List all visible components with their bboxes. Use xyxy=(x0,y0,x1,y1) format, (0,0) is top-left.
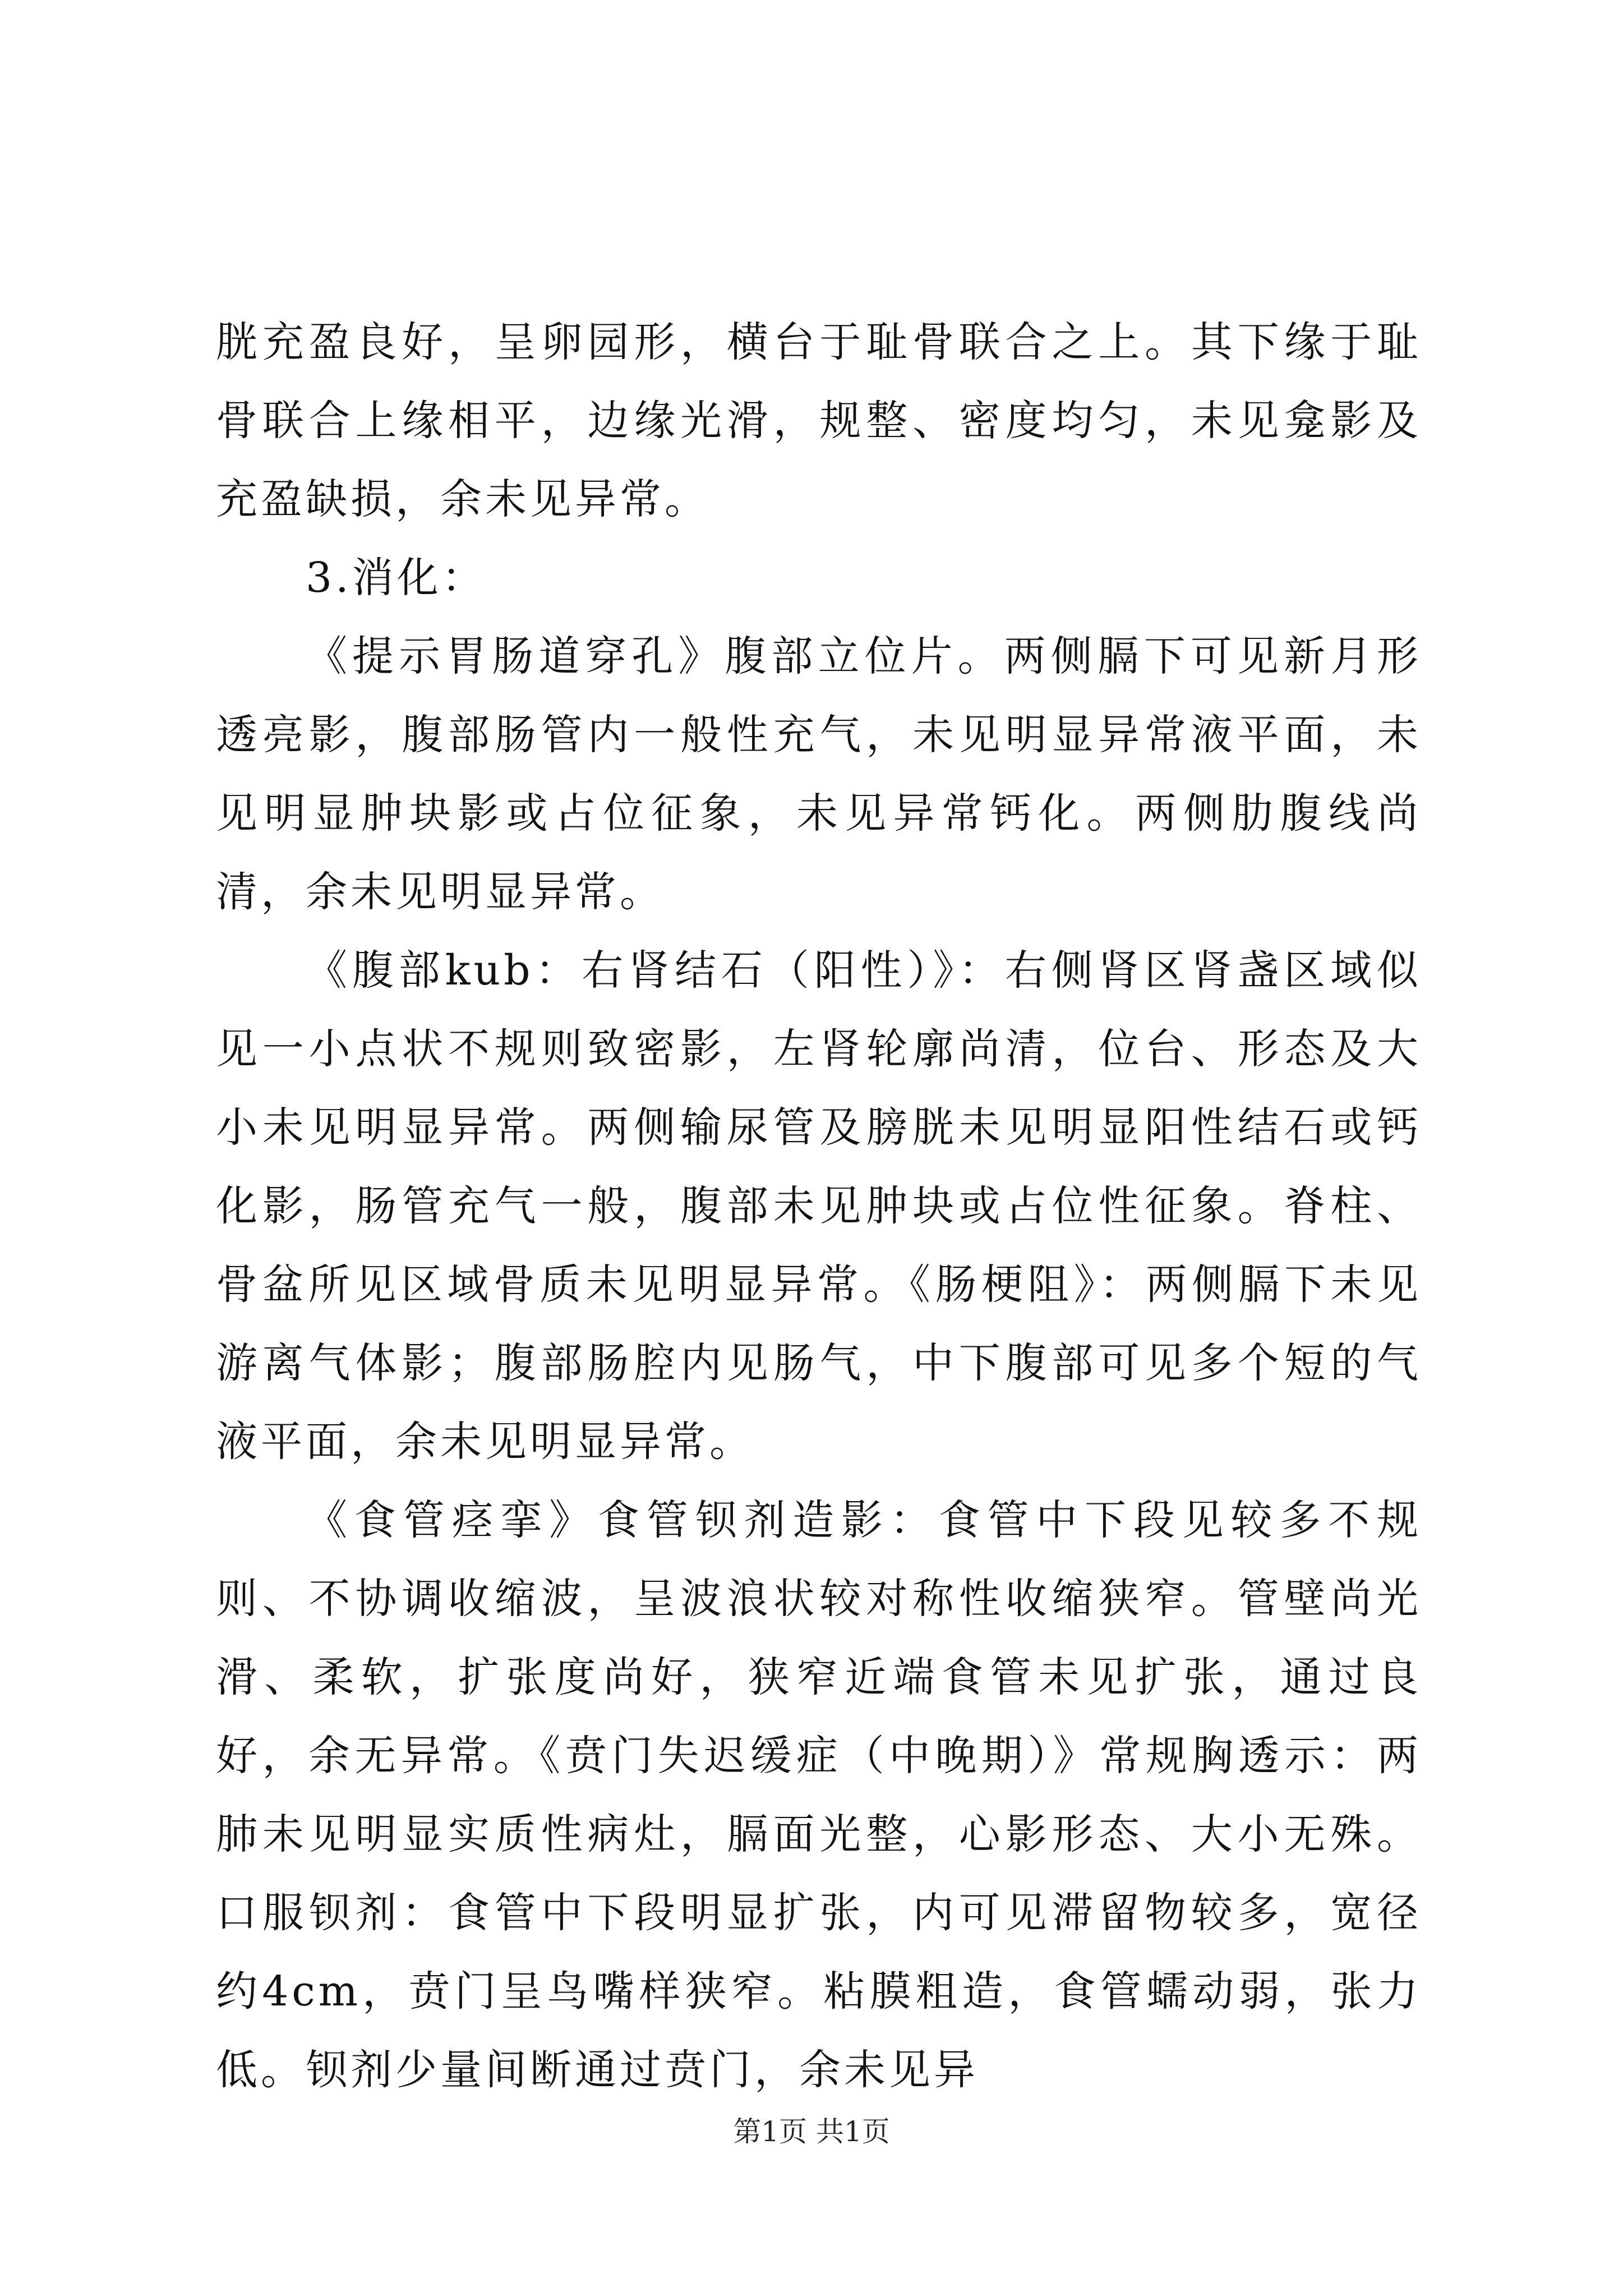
paragraph-esophagus: 《食管痉挛》食管钡剂造影：食管中下段见较多不规则、不协调收缩波，呈波浪状较对称性收缩狭窄。管壁尚光滑、柔软，扩张度尚好，狭窄近端食管未见扩张，通过良好，余无异常。《贲门失迟缓症（中晚期）》常规胸透示：两肺未见明显实质性病灶，膈面光整，心影形态、大小无殊。口服钡剂：食管中下段明显扩张，内可见滞留物较多，宽径约4cm，贲门呈鸟嘴样狭窄。粘膜粗造，食管蠕动弱，张力低。钡剂少量间断通过贲门，余未见异 xyxy=(216,1496,1422,2094)
paragraph-perforation: 《提示胃肠道穿孔》腹部立位片。两侧膈下可见新月形透亮影，腹部肠管内一般性充气，未见明显异常液平面，未见明显肿块影或占位征象，未见异常钙化。两侧肋腹线尚清，余未见明显异常。 xyxy=(216,632,1422,916)
page-footer: 第1页 共1页 xyxy=(733,2115,890,2148)
section-heading-digestion: 3.消化： xyxy=(306,554,487,602)
document-body xyxy=(216,303,1422,2109)
paragraph-bladder-continued: 胱充盈良好，呈卵园形，横台于耻骨联合之上。其下缘于耻骨联合上缘相平，边缘光滑，规整、密度均匀，未见龛影及充盈缺损，余未见异常。 xyxy=(216,318,1422,523)
paragraph-kub-obstruction: 《腹部kub：右肾结石（阳性）》：右侧肾区肾盏区域似见一小点状不规则致密影，左肾轮廓尚清，位台、形态及大小未见明显异常。两侧输尿管及膀胱未见明显阳性结石或钙化影，肠管充气一般，腹部未见肿块或占位性征象。脊柱、骨盆所见区域骨质未见明显异常。《肠梗阻》：两侧膈下未见游离气体影；腹部肠腔内见肠气，中下腹部可见多个短的气液平面，余未见明显异常。 xyxy=(216,946,1422,1466)
